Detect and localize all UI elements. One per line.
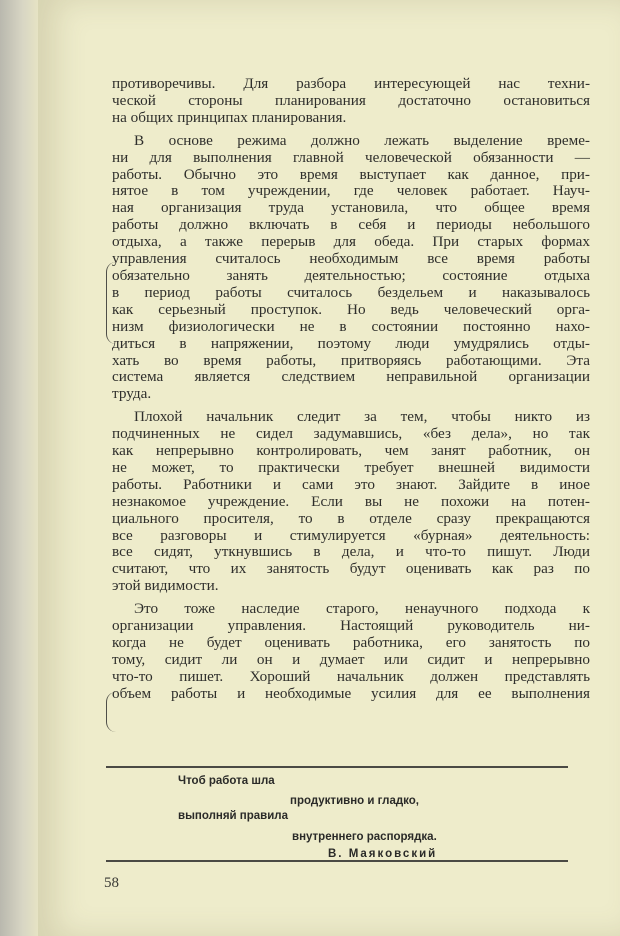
text-line: труда.: [112, 385, 152, 403]
text-line: противоречивы. Для разбора интересующей нас техни-: [112, 75, 590, 92]
text-line: незнакомое учреждение. Если вы не похожи на потен-: [112, 492, 590, 510]
text-line: как непрерывно контролировать, чем занят работник, он: [112, 442, 590, 460]
text-line: низм физиологически не в состоянии постоянно нахо-: [112, 317, 590, 335]
text-line: ни для выполнения главной человеческой обязанности —: [112, 148, 590, 166]
text-line: все разговоры и стимулируется «бурная» деятельность:: [112, 526, 590, 544]
text-line: циального просителя, то в отделе сразу прекращаются: [112, 509, 590, 527]
text-line: в период работы считалось бездельем и наказывалось: [112, 283, 590, 301]
text-line: работы. Обычно это время выступает как данное, при-: [112, 165, 590, 183]
body-text: [112, 76, 590, 703]
epigraph-top-rule: [106, 766, 568, 768]
text-line: не может, то практически требует внешней видимости: [112, 458, 590, 476]
epigraph-bottom-rule: [106, 860, 568, 862]
text-line: В основе режима должно лежать выделение време-: [134, 131, 590, 149]
text-line: отдыха, а также перерыв для обеда. При старых формах: [112, 233, 590, 251]
text-line: управления считалось необходимым все время работы: [112, 250, 590, 268]
epigraph-author: В. Маяковский: [328, 848, 438, 860]
text-line: на общих принципах планирования.: [112, 108, 347, 126]
text-line: объем работы и необходимые усилия для ее выполнения: [112, 684, 590, 702]
epigraph-line: внутреннего распорядка.: [292, 831, 437, 843]
text-line: система является следствием неправильной организации: [112, 368, 590, 386]
page-gutter: [0, 0, 38, 936]
page-number: 58: [104, 875, 119, 891]
epigraph-line: продуктивно и гладко,: [290, 795, 419, 807]
text-line: организации управления. Настоящий руководитель ни-: [112, 617, 590, 635]
text-line: Это тоже наследие старого, ненаучного подхода к: [134, 600, 590, 618]
text-line: нятое в том учреждении, где человек работает. Науч-: [112, 182, 590, 200]
text-line: когда не будет оценивать работника, его занятость по: [112, 634, 590, 651]
epigraph-line: выполняй правила: [178, 810, 289, 822]
text-line: считают, что их занятость будут оценивать как раз по: [112, 560, 590, 578]
text-line: этой видимости.: [112, 577, 219, 595]
text-line: ная организация труда установила, что общее время: [112, 199, 590, 217]
text-line: все сидят, уткнувшись в дела, и что-то пишут. Люди: [112, 543, 590, 561]
text-line: обязательно занять деятельностью; состояние отдыха: [112, 266, 590, 284]
paragraph-1: [112, 76, 590, 127]
epigraph-line: Чтоб работа шла: [178, 775, 275, 787]
text-line: подчиненных не сидел задумавшись, «без дела», но так: [112, 425, 590, 443]
text-line: тому, сидит ли он и думает или сидит и непрерывно: [112, 650, 590, 668]
text-line: работы. Работники и сами это знают. Зайдите в иное: [112, 475, 590, 493]
text-line: Плохой начальник следит за тем, чтобы никто из: [134, 408, 590, 426]
text-line: что-то пишет. Хороший начальник должен представлять: [112, 667, 590, 685]
text-line: ческой стороны планирования достаточно остановиться: [112, 91, 590, 109]
text-line: диться в напряжении, поэтому люди умудрялись отды-: [112, 334, 590, 352]
paragraph-2: [112, 133, 590, 404]
text-line: как серьезный проступок. Но ведь человеческий орга-: [112, 300, 590, 318]
paragraph-3: [112, 409, 590, 595]
text-line: работы должно включать в себя и периоды небольшого: [112, 216, 590, 234]
text-line: хать во время работы, притворяясь работающими. Эта: [112, 351, 590, 369]
paragraph-4: [112, 601, 590, 702]
